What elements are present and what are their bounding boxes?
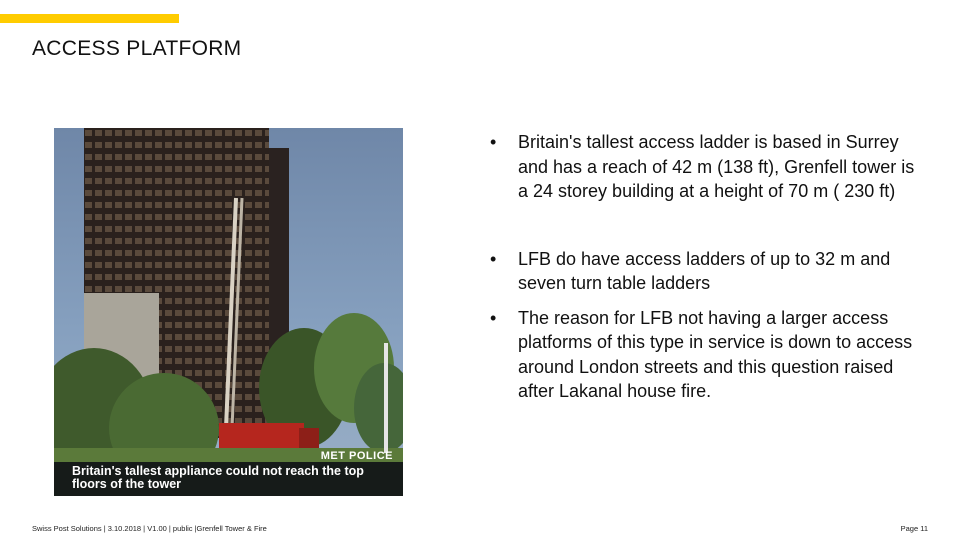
bullet-text: Britain's tallest access ladder is based in Surrey and has a reach of 42 m (138 ft), Grenfell tower is a 24 storey building at a height of 70 m ( 230 ft) [518, 132, 915, 201]
page-number: Page 11 [900, 524, 928, 533]
photo-caption-box [54, 462, 403, 496]
met-police-watermark: MET POLICE [320, 450, 393, 462]
bullet-item [486, 306, 926, 404]
bullet-item [486, 247, 926, 296]
footer-info: Swiss Post Solutions | 3.10.2018 | V1.00 | public |Grenfell Tower & Fire [32, 524, 267, 533]
photo-caption: Britain's tallest appliance could not reach the top floors of the tower [72, 464, 364, 491]
bullet-text: LFB do have access ladders of up to 32 m and seven turn table ladders [518, 248, 891, 293]
tower-photo [54, 128, 403, 496]
bullet-list [486, 130, 926, 404]
bullet-marker: • [490, 132, 497, 152]
bullet-text: The reason for LFB not having a larger access platforms of this type in service is down to access around London streets and this question raised after Lakanal house fire. [518, 307, 913, 401]
bullet-item [486, 130, 926, 204]
bullet-marker: • [490, 248, 497, 269]
accent-bar [0, 14, 179, 23]
slide-title: ACCESS PLATFORM [32, 37, 242, 60]
bullet-marker: • [490, 307, 497, 328]
tower-photo-illustration [54, 128, 403, 496]
